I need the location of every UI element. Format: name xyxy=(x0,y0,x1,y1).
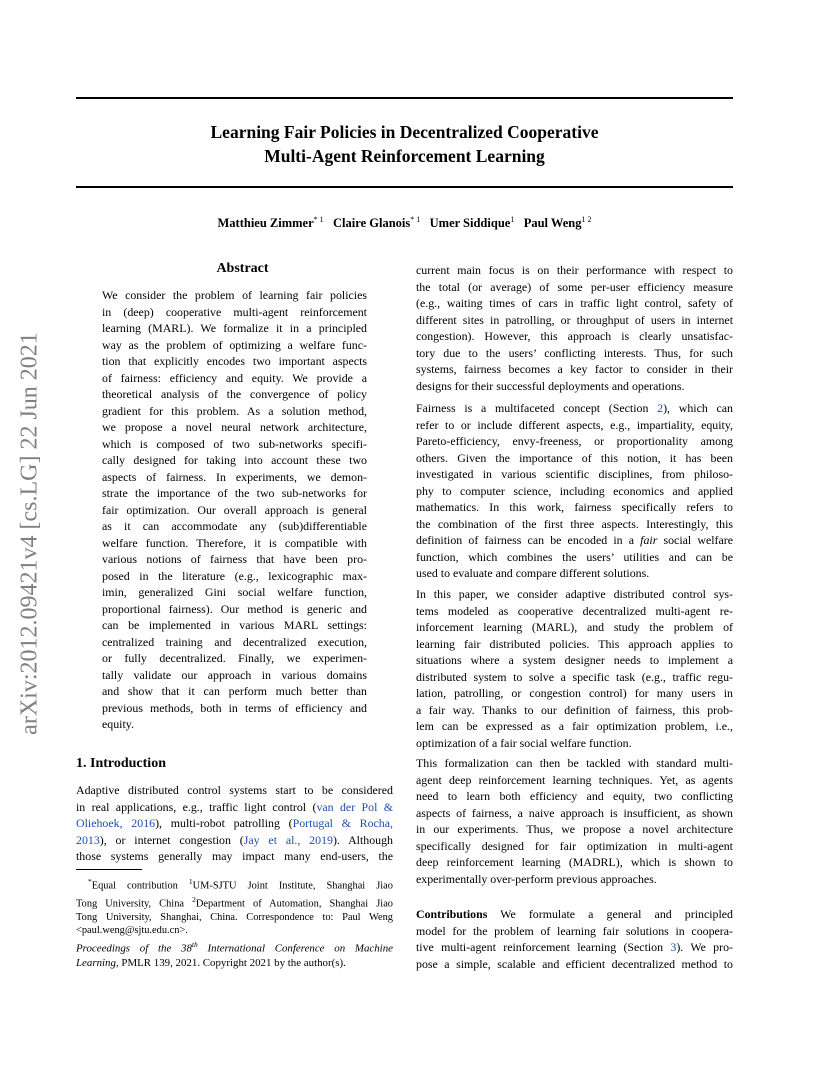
abstract-line: way as the problem of optimizing a welfare func- xyxy=(102,337,367,352)
footnote-mark: 2 xyxy=(192,894,196,904)
author-name: Matthieu Zimmer xyxy=(217,216,314,231)
body-line: deep reinforcement learning (MADRL), which is shown to xyxy=(416,855,733,869)
body-line: need to learn both efficiency and equity, two conflicting xyxy=(416,789,733,803)
section-reference-link[interactable]: 3 xyxy=(670,940,677,954)
citation-link[interactable]: van der Pol & xyxy=(316,799,393,814)
abstract-line: posed in the literature (e.g., lexicographic max- xyxy=(102,568,367,583)
title-bottom-rule xyxy=(76,186,733,188)
author-name: Claire Glanois xyxy=(333,216,411,231)
intro-text: ), or internet congestion ( xyxy=(99,832,244,847)
abstract-line: centralized training and decentralized execution, xyxy=(102,634,367,649)
footnote-line xyxy=(76,893,393,911)
abstract-line: can be implemented in various MARL settings: xyxy=(102,618,367,632)
footnote-text: UM-SJTU Joint Institute, Shanghai Jiao xyxy=(192,880,393,892)
body-line: refer to or include different aspects, e.g., impartiality, equity, xyxy=(416,417,733,432)
abstract-line: which is composed of two sub-networks specifi- xyxy=(102,436,367,451)
proceedings-line xyxy=(76,956,393,970)
body-line: In this paper, we consider adaptive distributed control sys- xyxy=(416,587,733,601)
body-line: designs for their successful deployments and operations. xyxy=(416,378,685,393)
body-line: specifically designed for fair optimization in multi-agent xyxy=(416,838,733,853)
emphasis-text: fair xyxy=(640,533,658,547)
footnote-line: <paul.weng@sjtu.edu.cn>. xyxy=(76,925,188,937)
abstract-line: strate the importance of the two sub-networks for xyxy=(102,486,367,500)
citation-link[interactable]: Oliehoek, 2016 xyxy=(76,816,156,830)
abstract-line: in (deep) cooperative multi-agent reinforcement xyxy=(102,304,367,319)
body-line: pose a simple, scalable and efficient decentralized method to xyxy=(416,956,733,971)
body-line: different sites in patrolling, or throughput of users in internet xyxy=(416,312,733,327)
body-text: social welfare xyxy=(657,533,733,547)
body-line: experimentally over-perform previous approaches. xyxy=(416,871,657,886)
author-affiliation: 1 xyxy=(510,215,515,224)
title-line-1: Learning Fair Policies in Decentralized Cooperative xyxy=(210,122,599,142)
body-line: lem can be expressed as a fair optimization problem, i.e., xyxy=(416,719,733,733)
footnote-line: Tong University, Shanghai, China. Correspondence to: Paul Weng xyxy=(76,911,393,923)
author-name: Paul Weng xyxy=(523,216,582,231)
right-paragraph-2 xyxy=(416,400,733,582)
proceedings-notice xyxy=(76,938,393,970)
author-name: Umer Siddique xyxy=(429,216,511,231)
body-line: aspects of fairness, a naive approach is insufficient, as shown xyxy=(416,805,733,820)
body-line: mathematics. In this work, fairness specifically refers to xyxy=(416,500,733,514)
body-line: situations where a system designer needs to implement a xyxy=(416,653,733,667)
body-line: learning fair distributed policies. This approach applies to xyxy=(416,636,733,651)
footnote-mark: * xyxy=(88,877,92,886)
body-line xyxy=(416,532,733,549)
footnote-text: Equal contribution xyxy=(91,880,189,892)
body-line: phy to computer science, including economics and applied xyxy=(416,483,733,498)
introduction-paragraph xyxy=(76,782,393,865)
intro-text: ). Although xyxy=(332,832,393,847)
section-heading-introduction: 1. Introduction xyxy=(76,756,166,771)
body-text: ). We pro- xyxy=(676,940,733,954)
arxiv-identifier: arXiv:2012.09421v4 [cs.LG] 22 Jun 2021 xyxy=(16,332,43,735)
body-line: the total (or average) of some per-user efficiency measure xyxy=(416,279,733,294)
abstract-line: or fully decentralized. Finally, we experimen- xyxy=(102,651,367,665)
intro-line: Adaptive distributed control systems start to be considered xyxy=(76,783,393,797)
footnote xyxy=(76,875,393,938)
intro-line xyxy=(76,832,393,849)
proceedings-text: Proceedings of the 38 xyxy=(76,942,192,955)
author-affiliation: * 1 xyxy=(410,215,421,224)
contributions-heading: Contributions xyxy=(416,907,488,921)
proceedings-line xyxy=(76,938,393,956)
right-paragraph-3 xyxy=(416,586,733,751)
footnote-mark: 1 xyxy=(188,877,193,886)
author-affiliation: 1 2 xyxy=(581,215,592,224)
body-line: inforcement learning (MARL), and study the problem of xyxy=(416,620,733,634)
body-text: definition of fairness can be encoded in a xyxy=(416,533,641,547)
body-text: tive multi-agent reinforcement learning (Section xyxy=(416,940,671,954)
author-list xyxy=(76,215,733,231)
citation-link[interactable]: 2013 xyxy=(76,832,100,847)
intro-text: in real applications, e.g., traffic light control ( xyxy=(76,799,317,814)
footnote-text: Department of Automation, Shanghai Jiao xyxy=(195,898,394,910)
citation-link[interactable]: Jay et al., 2019 xyxy=(243,832,333,847)
citation-link[interactable]: Portugal & Rocha, xyxy=(292,816,394,830)
abstract-line: as it can accommodate any (sub)differentiable xyxy=(102,519,367,533)
body-line: This formalization can then be tackled with standard multi- xyxy=(416,756,733,770)
body-line: used to evaluate and compare different solutions. xyxy=(416,566,650,580)
body-line: lation, patrolling, or congestion control) for many users in xyxy=(416,686,733,700)
body-line: (e.g., waiting times of cars in traffic light control, safety of xyxy=(416,296,733,310)
abstract-line: welfare function. Therefore, it is compatible with xyxy=(102,535,367,550)
abstract-line: tally validate our approach in various domains xyxy=(102,667,367,682)
body-line: others. Given the importance of this notion, it has been xyxy=(416,450,733,465)
abstract-line: equity. xyxy=(102,717,134,731)
footnote-line xyxy=(76,875,393,893)
paper-title xyxy=(76,120,733,168)
body-line: the combination of the first three aspects. Interestingly, this xyxy=(416,516,733,531)
abstract-line: We consider the problem of learning fair policies xyxy=(102,288,367,302)
title-line-2: Multi-Agent Reinforcement Learning xyxy=(264,146,545,166)
abstract-line: proportional fairness). Our method is generic and xyxy=(102,601,367,616)
body-line: tems modeled as cooperative decentralized multi-agent re- xyxy=(416,603,733,618)
abstract-line: various notions of fairness that have been pro- xyxy=(102,552,367,566)
body-line: in our experiments. Thus, we propose a novel architecture xyxy=(416,822,733,836)
body-line: tory due to the users’ conflicting interests. Thus, for such xyxy=(416,345,733,360)
body-line: Pareto-efficiency, envy-freeness, or proportionality among xyxy=(416,434,733,448)
body-line: current main focus is on their performance with respect to xyxy=(416,263,733,277)
abstract-line: aspects of fairness. In experiments, we demon- xyxy=(102,469,367,484)
body-line: model for the problem of learning fair solutions in coopera- xyxy=(416,923,733,938)
abstract-line: imin, generalized Gini social welfare function, xyxy=(102,585,367,599)
intro-line: those systems generally may impact many end-users, the xyxy=(76,849,393,863)
section-reference-link[interactable]: 2 xyxy=(657,401,664,415)
abstract-line: tion that explicitly encodes two important aspects xyxy=(102,354,367,368)
proceedings-text: Learning xyxy=(76,956,116,969)
abstract-line: learning (MARL). We formalize it in a principled xyxy=(102,321,367,335)
abstract-line: we propose a novel neural network architecture, xyxy=(102,420,367,434)
abstract-heading: Abstract xyxy=(216,261,269,276)
body-line: optimization of a fair social welfare function. xyxy=(416,735,632,750)
body-line: systems, fairness becomes a key factor to consider in their xyxy=(416,362,733,376)
proceedings-text: , PMLR 139, 2021. Copyright 2021 by the author(s). xyxy=(115,956,346,969)
abstract-line: fair optimization. Our overall approach is general xyxy=(102,502,367,517)
footnote-text: Tong University, China xyxy=(76,898,193,910)
right-paragraph-4 xyxy=(416,755,733,887)
abstract-line: theoretical analysis of the convergence of policy xyxy=(102,387,367,401)
right-paragraph-1 xyxy=(416,262,733,394)
body-line: congestion). However, this approach is clearly unsatisfac- xyxy=(416,329,733,343)
body-text: We formulate a general and principled xyxy=(487,907,733,921)
body-line: investigated in various scientific disciplines, from philoso- xyxy=(416,467,733,481)
body-line xyxy=(416,906,733,923)
body-line xyxy=(416,939,733,956)
body-text: ), which can xyxy=(663,401,734,415)
body-text: Fairness is a multifaceted concept (Section xyxy=(416,401,658,415)
contributions-paragraph xyxy=(416,906,733,972)
title-top-rule xyxy=(76,97,733,99)
body-line: function, which combines the users’ utilities and can be xyxy=(416,549,733,564)
author-affiliation: * 1 xyxy=(313,215,324,224)
abstract-line: cally designed for taking into account these two xyxy=(102,453,367,467)
intro-text: ), multi-robot patrolling ( xyxy=(155,816,293,830)
body-line: a fair way. Thanks to our definition of fairness, this prob- xyxy=(416,702,733,717)
abstract-line: and show that it can perform much better than xyxy=(102,684,367,698)
abstract-line: previous methods, both in terms of efficiency and xyxy=(102,700,367,715)
body-line xyxy=(416,400,733,417)
abstract-body xyxy=(102,287,367,733)
abstract-line: of fairness: efficiency and equity. We provide a xyxy=(102,370,367,385)
body-line: agent deep reinforcement learning techniques. Yet, as agents xyxy=(416,772,733,787)
body-line: distributed system to solve a specific task (e.g., traffic regu- xyxy=(416,669,733,684)
footnote-rule xyxy=(76,869,142,870)
proceedings-text: International Conference on Machine xyxy=(197,942,393,955)
abstract-line: gradient for this problem. As a solution method, xyxy=(102,403,367,418)
intro-line xyxy=(76,799,393,816)
proceedings-sup: th xyxy=(191,940,198,949)
intro-line xyxy=(76,815,393,832)
